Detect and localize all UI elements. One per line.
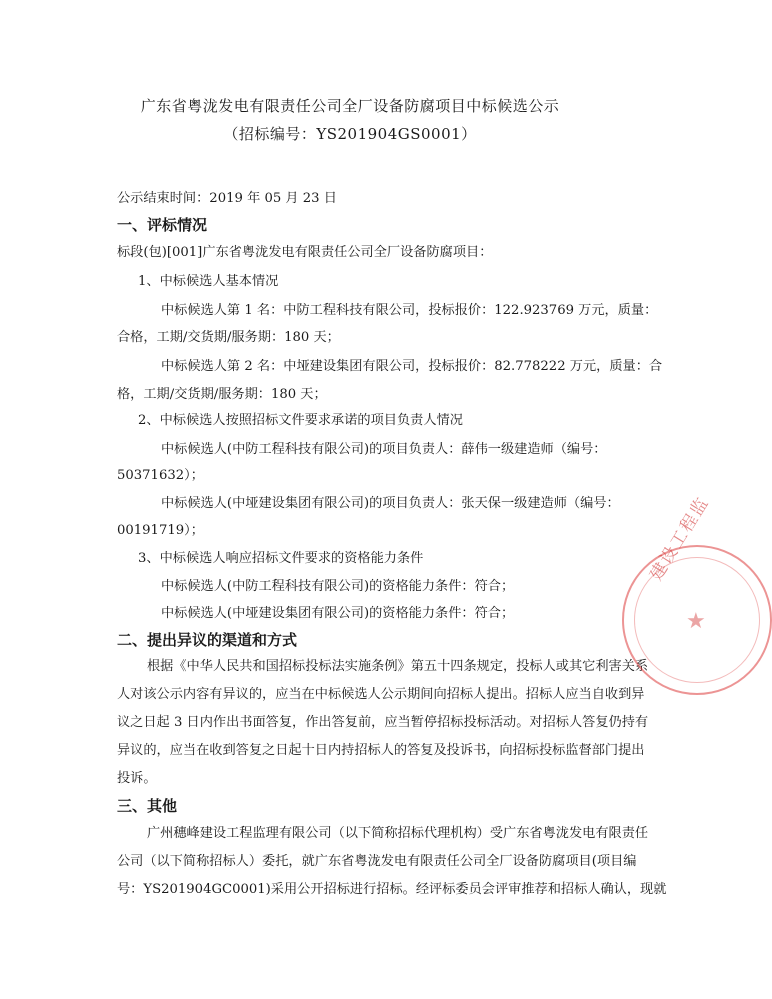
candidate-2-line-2: 格，工期/交货期/服务期：180 天； bbox=[117, 387, 327, 402]
qualification-1: 中标候选人(中防工程科技有限公司)的资格能力条件：符合； bbox=[161, 579, 515, 594]
project-manager-1-line-2: 50371632）； bbox=[117, 468, 204, 483]
seal-star-icon: ★ bbox=[686, 609, 706, 634]
qualification-2: 中标候选人(中垭建设集团有限公司)的资格能力条件：符合； bbox=[161, 606, 515, 621]
company-seal-stamp bbox=[622, 493, 772, 695]
objection-paragraph-line-3: 议之日起 3 日内作出书面答复，作出答复前，应当暂停招标投标活动。对招标人答复仍持有 bbox=[117, 715, 649, 730]
tender-number: （招标编号：YS201904GS0001） bbox=[223, 125, 477, 143]
other-paragraph-line-2: 公司（以下简称招标人）委托，就广东省粤泷发电有限责任公司全厂设备防腐项目(项目编 bbox=[117, 854, 637, 869]
seal-text: 建设工程监 bbox=[646, 493, 714, 585]
notice-end-date: 公示结束时间：2019 年 05 月 23 日 bbox=[117, 191, 337, 206]
document-title: 广东省粤泷发电有限责任公司全厂设备防腐项目中标候选公示 bbox=[140, 97, 560, 115]
candidate-1-line-2: 合格，工期/交货期/服务期：180 天； bbox=[117, 330, 340, 345]
project-manager-1-line-1: 中标候选人(中防工程科技有限公司)的项目负责人：薛伟一级建造师（编号： bbox=[161, 442, 607, 457]
objection-paragraph-line-2: 人对该公示内容有异议的，应当在中标候选人公示期间向招标人提出。招标人应当自收到异 bbox=[117, 687, 645, 702]
candidate-1-line-1: 中标候选人第 1 名：中防工程科技有限公司，投标报价：122.923769 万元，质量： bbox=[161, 303, 658, 318]
subheading-candidates: 1、中标候选人基本情况 bbox=[138, 274, 279, 289]
other-paragraph-line-1: 广州穗峰建设工程监理有限公司（以下简称招标代理机构）受广东省粤泷发电有限责任 bbox=[147, 826, 649, 841]
subheading-project-managers: 2、中标候选人按照招标文件要求承诺的项目负责人情况 bbox=[138, 413, 463, 428]
objection-paragraph-line-1: 根据《中华人民共和国招标投标法实施条例》第五十四条规定，投标人或其它利害关系 bbox=[147, 659, 649, 674]
section-heading-objections: 二、提出异议的渠道和方式 bbox=[117, 631, 298, 649]
section-heading-other: 三、其他 bbox=[117, 797, 178, 815]
project-manager-2-line-2: 00191719）； bbox=[117, 523, 204, 538]
package-line: 标段(包)[001]广东省粤泷发电有限责任公司全厂设备防腐项目： bbox=[117, 245, 493, 260]
objection-paragraph-line-4: 异议的，应当在收到答复之日起十日内持招标人的答复及投诉书，向招标投标监督部门提出 bbox=[117, 743, 645, 758]
project-manager-2-line-1: 中标候选人(中垭建设集团有限公司)的项目负责人：张天保一级建造师（编号： bbox=[161, 496, 620, 511]
objection-paragraph-line-5: 投诉。 bbox=[117, 771, 157, 786]
candidate-2-line-1: 中标候选人第 2 名：中垭建设集团有限公司，投标报价：82.778222 万元，质量：合 bbox=[161, 359, 663, 374]
other-paragraph-line-3: 号：YS201904GC0001)采用公开招标进行招标。经评标委员会评审推荐和招标人确认，现就 bbox=[117, 882, 667, 897]
section-heading-evaluation: 一、评标情况 bbox=[117, 216, 208, 234]
subheading-qualifications: 3、中标候选人响应招标文件要求的资格能力条件 bbox=[138, 551, 424, 566]
